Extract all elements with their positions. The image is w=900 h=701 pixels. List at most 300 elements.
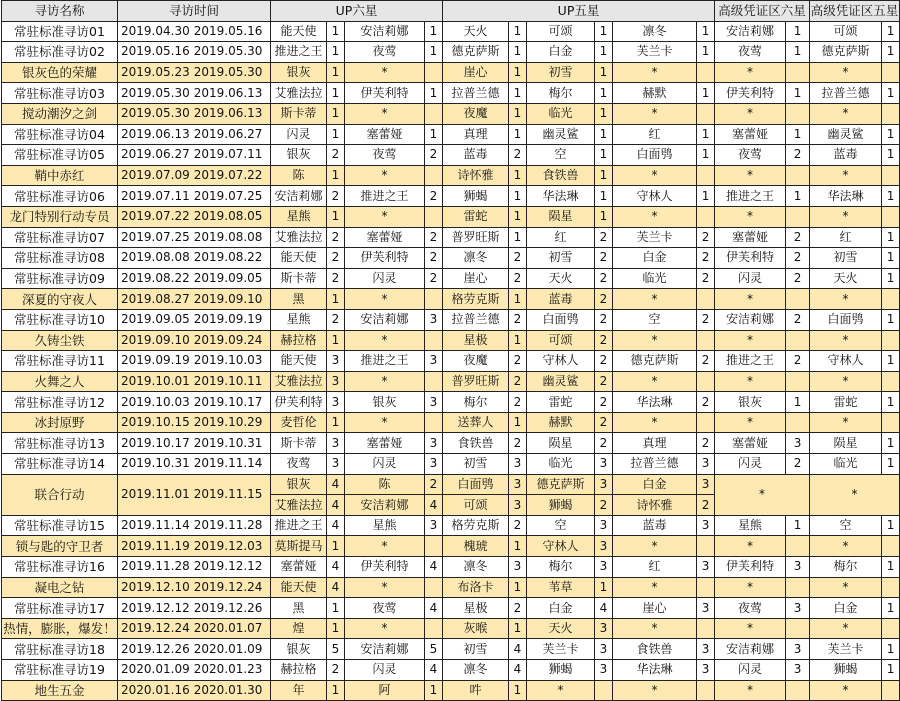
voucher5-count xyxy=(882,289,900,310)
up5-op2-count: 1 xyxy=(595,206,613,227)
up5-op2-count: 1 xyxy=(595,62,613,83)
voucher6-count: 2 xyxy=(786,454,810,475)
up6-op1: 赫拉格 xyxy=(271,330,327,351)
up5-op1: 崖心 xyxy=(443,62,509,83)
voucher6-op: 闪灵 xyxy=(715,454,786,475)
up5-op1: 白面鸮 xyxy=(443,474,509,495)
up5-op3-count xyxy=(697,618,715,639)
voucher6-op: 塞蕾娅 xyxy=(715,124,786,145)
up5-op3: 白金 xyxy=(613,474,697,495)
voucher6-count: 3 xyxy=(786,433,810,454)
up6-op1-count: 2 xyxy=(327,227,345,248)
up5-op2-count: 2 xyxy=(595,412,613,433)
up5-op2: 陨星 xyxy=(527,433,595,454)
voucher6-op: 夜莺 xyxy=(715,42,786,63)
voucher6-op: * xyxy=(715,62,786,83)
up5-op3: * xyxy=(613,289,697,310)
up6-op1-count: 1 xyxy=(327,598,345,619)
up6-op1: 煌 xyxy=(271,618,327,639)
up6-op2-count: 3 xyxy=(425,351,443,372)
up6-op2: 塞蕾娅 xyxy=(345,433,425,454)
up6-op1: 陈 xyxy=(271,165,327,186)
up6-op2: 安洁莉娜 xyxy=(345,21,425,42)
up5-op1-count: 3 xyxy=(509,557,527,578)
voucher5-op: 雷蛇 xyxy=(810,392,882,413)
voucher5-op: * xyxy=(810,289,882,310)
voucher5-op: 芙兰卡 xyxy=(810,639,882,660)
up5-op3: * xyxy=(613,62,697,83)
up5-op1-count: 1 xyxy=(509,227,527,248)
voucher6-op: 塞蕾娅 xyxy=(715,433,786,454)
up6-op2-count: 2 xyxy=(425,248,443,269)
up5-op3-count: 3 xyxy=(697,515,715,536)
up6-op2-count: 1 xyxy=(425,124,443,145)
up5-op1-count: 1 xyxy=(509,165,527,186)
voucher6-count: 1 xyxy=(786,392,810,413)
banner-name: 常驻标准寻访03 xyxy=(2,83,118,104)
up6-op1-count: 1 xyxy=(327,412,345,433)
voucher5-op: * xyxy=(810,330,882,351)
banner-name: 常驻标准寻访11 xyxy=(2,351,118,372)
up5-op3: * xyxy=(613,618,697,639)
up6-op1: 黑 xyxy=(271,289,327,310)
up6-op1: 年 xyxy=(271,680,327,701)
up5-op3: 诗怀雅 xyxy=(613,495,697,516)
voucher5-count: 1 xyxy=(882,248,900,269)
banner-time: 2019.09.10 2019.09.24 xyxy=(118,330,271,351)
up6-op2-count: 2 xyxy=(425,227,443,248)
up5-op2: 梅尔 xyxy=(527,83,595,104)
banner-name: 久铸尘铁 xyxy=(2,330,118,351)
voucher5-count: 1 xyxy=(882,227,900,248)
up5-op2-count: 1 xyxy=(595,145,613,166)
table-row xyxy=(2,248,900,269)
up5-op1-count: 1 xyxy=(509,577,527,598)
voucher6-op: 闪灵 xyxy=(715,660,786,681)
table-row xyxy=(2,21,900,42)
up6-op1: 黑 xyxy=(271,598,327,619)
up5-op2-count: 3 xyxy=(595,474,613,495)
banner-name: 地生五金 xyxy=(2,680,118,701)
banner-name: 常驻标准寻访14 xyxy=(2,454,118,475)
up5-op1-count: 1 xyxy=(509,536,527,557)
up5-op1: 夜魔 xyxy=(443,103,509,124)
up5-op3: 守林人 xyxy=(613,186,697,207)
voucher5-op: * xyxy=(810,474,900,515)
banner-time: 2019.06.13 2019.06.27 xyxy=(118,124,271,145)
banner-time: 2019.12.24 2020.01.07 xyxy=(118,618,271,639)
up6-op1: 夜莺 xyxy=(271,454,327,475)
up5-op2-count: 3 xyxy=(595,618,613,639)
up6-op1: 推进之王 xyxy=(271,515,327,536)
up6-op2: 安洁莉娜 xyxy=(345,309,425,330)
up5-op2-count: 3 xyxy=(595,515,613,536)
voucher5-count xyxy=(882,103,900,124)
table-row xyxy=(2,536,900,557)
up6-op2: 塞蕾娅 xyxy=(345,227,425,248)
up5-op3-count xyxy=(697,680,715,701)
up5-op1-count: 2 xyxy=(509,392,527,413)
voucher6-count xyxy=(786,165,810,186)
up5-op2-count: 3 xyxy=(595,454,613,475)
up6-op1: 推进之王 xyxy=(271,42,327,63)
up6-op2: * xyxy=(345,371,425,392)
banner-name: 常驻标准寻访13 xyxy=(2,433,118,454)
up6-op2-count xyxy=(425,62,443,83)
banner-time: 2019.07.09 2019.07.22 xyxy=(118,165,271,186)
up5-op1: 蓝毒 xyxy=(443,145,509,166)
up5-op2-count: 2 xyxy=(595,289,613,310)
header-voucher-6star: 高级凭证区六星 xyxy=(715,1,810,22)
banner-time: 2019.05.30 2019.06.13 xyxy=(118,103,271,124)
up5-op3: * xyxy=(613,577,697,598)
up6-op1: 银灰 xyxy=(271,639,327,660)
voucher5-op: * xyxy=(810,618,882,639)
up5-op3-count: 3 xyxy=(697,660,715,681)
up5-op1-count: 1 xyxy=(509,206,527,227)
voucher5-op: 陨星 xyxy=(810,433,882,454)
up5-op3-count xyxy=(697,289,715,310)
up6-op2: * xyxy=(345,289,425,310)
voucher6-count: 1 xyxy=(786,186,810,207)
up5-op2: 可颂 xyxy=(527,330,595,351)
up5-op1: 真理 xyxy=(443,124,509,145)
voucher6-count xyxy=(786,577,810,598)
up5-op3: 崖心 xyxy=(613,598,697,619)
voucher6-count: 2 xyxy=(786,268,810,289)
voucher5-count: 1 xyxy=(882,598,900,619)
voucher5-count: 1 xyxy=(882,557,900,578)
banner-time: 2019.08.27 2019.09.10 xyxy=(118,289,271,310)
banner-name: 热情，膨胀，爆发！ xyxy=(2,618,118,639)
banner-name: 常驻标准寻访05 xyxy=(2,145,118,166)
up5-op3: * xyxy=(613,680,697,701)
up5-op3-count xyxy=(697,103,715,124)
up6-op1: 能天使 xyxy=(271,21,327,42)
up5-op1-count: 1 xyxy=(509,412,527,433)
table-row xyxy=(2,515,900,536)
voucher6-op: * xyxy=(715,680,786,701)
up5-op3-count: 2 xyxy=(697,227,715,248)
up5-op1-count: 1 xyxy=(509,21,527,42)
voucher6-op: * xyxy=(715,577,786,598)
up6-op2-count: 1 xyxy=(425,680,443,701)
up5-op2: 幽灵鲨 xyxy=(527,371,595,392)
banner-time: 2019.05.16 2019.05.30 xyxy=(118,42,271,63)
banner-name: 常驻标准寻访07 xyxy=(2,227,118,248)
banner-time: 2019.07.22 2019.08.05 xyxy=(118,206,271,227)
voucher6-count: 2 xyxy=(786,309,810,330)
voucher6-op: 推进之王 xyxy=(715,186,786,207)
voucher5-op: * xyxy=(810,165,882,186)
up6-op1: 能天使 xyxy=(271,577,327,598)
up5-op1-count: 1 xyxy=(509,83,527,104)
table-row xyxy=(2,227,900,248)
up6-op2-count: 2 xyxy=(425,268,443,289)
banner-name: 常驻标准寻访18 xyxy=(2,639,118,660)
up5-op1-count: 1 xyxy=(509,124,527,145)
up6-op1-count: 3 xyxy=(327,351,345,372)
up6-op1-count: 4 xyxy=(327,515,345,536)
up6-op2-count: 3 xyxy=(425,433,443,454)
banner-name: 常驻标准寻访19 xyxy=(2,660,118,681)
up5-op2: 天火 xyxy=(527,268,595,289)
voucher5-count: 1 xyxy=(882,660,900,681)
banner-time: 2019.12.12 2019.12.26 xyxy=(118,598,271,619)
up5-op1: 布洛卡 xyxy=(443,577,509,598)
up5-op3: 食铁兽 xyxy=(613,639,697,660)
voucher5-count xyxy=(882,206,900,227)
table-row xyxy=(2,145,900,166)
banner-time: 2020.01.09 2020.01.23 xyxy=(118,660,271,681)
voucher6-op: 闪灵 xyxy=(715,268,786,289)
banner-time: 2019.11.01 2019.11.15 xyxy=(118,474,271,515)
up6-op1: 闪灵 xyxy=(271,124,327,145)
up6-op2-count xyxy=(425,206,443,227)
banner-time: 2019.10.01 2019.10.11 xyxy=(118,371,271,392)
up5-op3: * xyxy=(613,165,697,186)
voucher6-op: * xyxy=(715,289,786,310)
up6-op2-count xyxy=(425,371,443,392)
banner-time: 2019.10.15 2019.10.29 xyxy=(118,412,271,433)
up5-op1: 灰喉 xyxy=(443,618,509,639)
up5-op1: 夜魔 xyxy=(443,351,509,372)
voucher5-op: 红 xyxy=(810,227,882,248)
up6-op1-count: 2 xyxy=(327,248,345,269)
up6-op2-count xyxy=(425,330,443,351)
up6-op1: 星熊 xyxy=(271,206,327,227)
voucher5-op: 狮蝎 xyxy=(810,660,882,681)
voucher6-op: 安洁莉娜 xyxy=(715,309,786,330)
up6-op1: 赫拉格 xyxy=(271,660,327,681)
up5-op3-count: 3 xyxy=(697,598,715,619)
banner-name: 常驻标准寻访06 xyxy=(2,186,118,207)
up6-op1: 艾雅法拉 xyxy=(271,227,327,248)
voucher5-op: 白金 xyxy=(810,598,882,619)
up5-op1: 天火 xyxy=(443,21,509,42)
table-row xyxy=(2,309,900,330)
up5-op1-count: 2 xyxy=(509,268,527,289)
up5-op2: 白金 xyxy=(527,598,595,619)
voucher6-count: 2 xyxy=(786,227,810,248)
up5-op2-count xyxy=(595,680,613,701)
up5-op2-count: 1 xyxy=(595,42,613,63)
table-row xyxy=(2,103,900,124)
up5-op3: 临光 xyxy=(613,268,697,289)
up5-op2: 白面鸮 xyxy=(527,309,595,330)
up6-op1-count: 1 xyxy=(327,289,345,310)
voucher6-count: 1 xyxy=(786,83,810,104)
voucher5-count xyxy=(882,62,900,83)
up5-op2-count: 3 xyxy=(595,557,613,578)
up5-op3: * xyxy=(613,330,697,351)
up6-op1-count: 1 xyxy=(327,165,345,186)
voucher5-count: 1 xyxy=(882,515,900,536)
table-row xyxy=(2,598,900,619)
up6-op1: 斯卡蒂 xyxy=(271,268,327,289)
table-row xyxy=(2,454,900,475)
up5-op2-count: 2 xyxy=(595,248,613,269)
up5-op2: 守林人 xyxy=(527,351,595,372)
up5-op2-count: 3 xyxy=(595,660,613,681)
voucher5-count xyxy=(882,371,900,392)
gacha-banner-table xyxy=(1,0,900,701)
up6-op1-count: 3 xyxy=(327,392,345,413)
up5-op3: * xyxy=(613,536,697,557)
up5-op1: 德克萨斯 xyxy=(443,42,509,63)
up6-op2-count: 4 xyxy=(425,598,443,619)
up5-op3: * xyxy=(613,371,697,392)
table-row xyxy=(2,660,900,681)
voucher5-count: 1 xyxy=(882,454,900,475)
table-row xyxy=(2,62,900,83)
up6-op2: 闪灵 xyxy=(345,268,425,289)
up5-op3-count xyxy=(697,536,715,557)
up5-op1: 凛冬 xyxy=(443,660,509,681)
up5-op2: 可颂 xyxy=(527,21,595,42)
up6-op2: 夜莺 xyxy=(345,598,425,619)
up6-op1-count: 2 xyxy=(327,145,345,166)
up5-op3-count: 1 xyxy=(697,124,715,145)
up5-op2-count: 1 xyxy=(595,186,613,207)
up5-op2-count: 1 xyxy=(595,165,613,186)
up6-op2-count: 3 xyxy=(425,309,443,330)
up5-op2-count: 1 xyxy=(595,83,613,104)
up5-op2-count: 1 xyxy=(595,124,613,145)
up5-op2: 梅尔 xyxy=(527,557,595,578)
up6-op1: 银灰 xyxy=(271,62,327,83)
up5-op3-count: 1 xyxy=(697,42,715,63)
up5-op1: 星极 xyxy=(443,330,509,351)
up5-op2-count: 3 xyxy=(595,639,613,660)
banner-time: 2019.10.31 2019.11.14 xyxy=(118,454,271,475)
up5-op3: 拉普兰德 xyxy=(613,454,697,475)
banner-name: 锁与匙的守卫者 xyxy=(2,536,118,557)
up5-op1-count: 2 xyxy=(509,371,527,392)
up5-op1-count: 3 xyxy=(509,495,527,516)
up5-op3-count: 3 xyxy=(697,454,715,475)
up5-op2: 守林人 xyxy=(527,536,595,557)
up5-op2: 初雪 xyxy=(527,248,595,269)
banner-time: 2019.09.19 2019.10.03 xyxy=(118,351,271,372)
up5-op3-count xyxy=(697,371,715,392)
banner-name: 搅动潮汐之剑 xyxy=(2,103,118,124)
up5-op3-count xyxy=(697,412,715,433)
up5-op2: 临光 xyxy=(527,454,595,475)
voucher6-count: 2 xyxy=(786,248,810,269)
voucher5-count: 1 xyxy=(882,83,900,104)
up6-op1-count: 1 xyxy=(327,536,345,557)
header-banner-time: 寻访时间 xyxy=(118,1,271,22)
up5-op1-count: 2 xyxy=(509,145,527,166)
voucher5-op: 拉普兰德 xyxy=(810,83,882,104)
voucher5-count: 1 xyxy=(882,124,900,145)
voucher5-op: * xyxy=(810,371,882,392)
voucher5-op: 初雪 xyxy=(810,248,882,269)
up5-op3: 德克萨斯 xyxy=(613,351,697,372)
banner-name: 常驻标准寻访12 xyxy=(2,392,118,413)
up6-op1-count: 5 xyxy=(327,639,345,660)
up5-op2: 临光 xyxy=(527,103,595,124)
header-voucher-5star: 高级凭证区五星 xyxy=(810,1,900,22)
banner-time: 2019.12.26 2020.01.09 xyxy=(118,639,271,660)
up6-op1: 艾雅法拉 xyxy=(271,371,327,392)
up5-op3: 白面鸮 xyxy=(613,145,697,166)
up5-op3-count: 2 xyxy=(697,309,715,330)
voucher5-count xyxy=(882,577,900,598)
voucher6-count xyxy=(786,680,810,701)
up5-op2-count: 3 xyxy=(595,536,613,557)
banner-time: 2019.07.25 2019.08.08 xyxy=(118,227,271,248)
up6-op2: 闪灵 xyxy=(345,454,425,475)
voucher6-op: 推进之王 xyxy=(715,351,786,372)
voucher5-count: 1 xyxy=(882,639,900,660)
up6-op1-count: 4 xyxy=(327,557,345,578)
voucher6-op: * xyxy=(715,412,786,433)
up5-op3-count: 1 xyxy=(697,83,715,104)
banner-name: 鞘中赤红 xyxy=(2,165,118,186)
up6-op2: * xyxy=(345,577,425,598)
voucher6-op: 夜莺 xyxy=(715,145,786,166)
banner-name: 常驻标准寻访17 xyxy=(2,598,118,619)
banner-time: 2019.05.30 2019.06.13 xyxy=(118,83,271,104)
up5-op3-count xyxy=(697,577,715,598)
up6-op2-count: 1 xyxy=(425,42,443,63)
up5-op3: 华法琳 xyxy=(613,392,697,413)
up5-op3-count: 1 xyxy=(697,21,715,42)
up5-op2-count: 2 xyxy=(595,392,613,413)
voucher6-count xyxy=(786,103,810,124)
up5-op2: 红 xyxy=(527,227,595,248)
up5-op3: 蓝毒 xyxy=(613,515,697,536)
voucher6-op: 银灰 xyxy=(715,392,786,413)
up5-op1-count: 1 xyxy=(509,62,527,83)
up5-op2: * xyxy=(527,680,595,701)
voucher5-op: 梅尔 xyxy=(810,557,882,578)
voucher5-op: 白面鸮 xyxy=(810,309,882,330)
up5-op3-count: 2 xyxy=(697,268,715,289)
table-row xyxy=(2,289,900,310)
up5-op1: 可颂 xyxy=(443,495,509,516)
table-row xyxy=(2,618,900,639)
voucher6-op: * xyxy=(715,618,786,639)
up6-op1: 能天使 xyxy=(271,351,327,372)
voucher6-op: * xyxy=(715,103,786,124)
up5-op2-count: 2 xyxy=(595,268,613,289)
banner-time: 2019.10.17 2019.10.31 xyxy=(118,433,271,454)
banner-time: 2020.01.16 2020.01.30 xyxy=(118,680,271,701)
header-up-6star: UP六星 xyxy=(271,1,443,22)
up6-op1-count: 1 xyxy=(327,103,345,124)
up5-op1-count: 4 xyxy=(509,660,527,681)
up5-op1-count: 2 xyxy=(509,248,527,269)
voucher5-op: 蓝毒 xyxy=(810,145,882,166)
up5-op1: 诗怀雅 xyxy=(443,165,509,186)
banner-name: 常驻标准寻访10 xyxy=(2,309,118,330)
voucher5-op: * xyxy=(810,206,882,227)
banner-time: 2019.12.10 2019.12.24 xyxy=(118,577,271,598)
voucher6-count xyxy=(786,412,810,433)
voucher6-count: 2 xyxy=(786,145,810,166)
up5-op3: 红 xyxy=(613,557,697,578)
up5-op1-count: 2 xyxy=(509,515,527,536)
banner-name: 龙门特别行动专员 xyxy=(2,206,118,227)
up6-op2: * xyxy=(345,536,425,557)
up6-op2-count: 1 xyxy=(425,21,443,42)
up6-op1-count: 3 xyxy=(327,433,345,454)
voucher5-count: 1 xyxy=(882,351,900,372)
up6-op2-count xyxy=(425,103,443,124)
